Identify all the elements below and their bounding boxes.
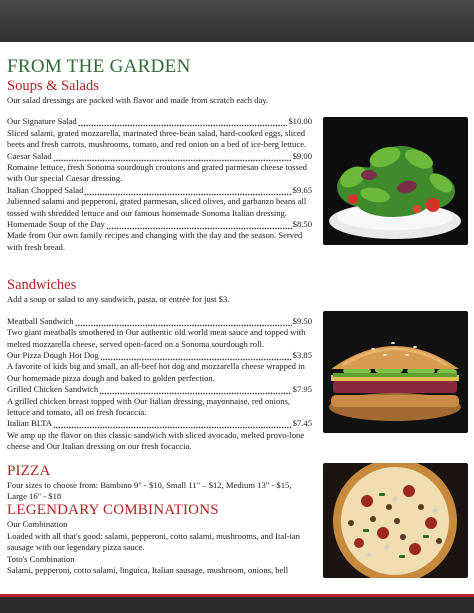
menu-item-name-row: Homemade Soup of the Day $8.50 [7, 219, 312, 230]
sandwich-photo [323, 311, 468, 433]
combo-name: Our Combination [7, 519, 68, 530]
menu-item-name-row: Italian Chopped Salad $9.65 [7, 184, 312, 195]
price: $3.85 [292, 349, 312, 360]
bottom-footer-bar [0, 594, 474, 613]
top-header-bar [0, 0, 474, 42]
price: $9.00 [292, 150, 312, 161]
menu-item-name-row: Caesar Salad $9.00 [7, 150, 312, 161]
menu-item-description: Sliced salami, grated mozzarella, marinated three-bean salad, hard-cooked eggs, sliced beets and fresh carrots, mushrooms, tomato, and red onion on a bed of ice-berg lettuce. [7, 127, 307, 150]
page-title: FROM THE GARDEN [7, 56, 191, 77]
soups-intro: Our salad dressings are packed with flavor and made from scratch each day. [7, 95, 269, 105]
combo-name: Toto's Combination [7, 553, 75, 564]
price: $8.50 [292, 219, 312, 230]
price: $10.00 [288, 116, 312, 127]
menu-item-name-row: Meatball Sandwich $9.50 [7, 315, 312, 326]
menu-item-description: Made from Our own family recipes and changing with the day and the season. Served with fresh bread. [7, 230, 303, 252]
menu-item-description: Two giant meatballs smothered in Our authentic old world meat sauce and topped with melted mozzarella cheese, served open-faced on a Sonoma sourdough roll. [7, 327, 306, 349]
sandwiches-intro: Add a soup or salad to any sandwich, pasta, or entrée for just $3. [7, 294, 230, 305]
price: $9.65 [292, 184, 312, 195]
menu-item-description: Romaine lettuce, fresh Sonoma sourdough croutons and grated parmesan cheese tossed with Our special Caesar dressing. [7, 162, 307, 184]
pizza-sizes: Four sizes to choose from: Bambino 9" - $10, Small 11" – $12, Medium 13" - $15, Large 16" - $18 [7, 479, 292, 501]
menu-content [7, 56, 312, 576]
legendary-heading: LEGENDARY COMBINATIONS [7, 502, 219, 519]
pizza-heading: PIZZA [7, 462, 51, 479]
menu-item-name-row: Our Signature Salad $10.00 [7, 116, 312, 127]
menu-item-description: We amp up the flavor on this classic sandwich with sliced avocado, melted provo-lone cheese and Our Italian dressing on our fresh focaccia. [7, 429, 305, 452]
price: $9.50 [292, 315, 312, 326]
pizza-photo [323, 463, 468, 578]
menu-item-name-row: Italian BLTA $7.45 [7, 418, 312, 429]
menu-item-name-row: Grilled Chicken Sandwich $7.95 [7, 384, 312, 395]
menu-item-description: Julienned salami and pepperoni, grated parmesan, sliced olives, and garbanzo beans all tossed with shredded lettuce and our famous homemade Sonoma Italian dressing. [7, 196, 307, 218]
price: $7.95 [292, 384, 312, 395]
sandwiches-heading: Sandwiches [7, 277, 77, 294]
menu-item-description: A grilled chicken breast topped with Our Italian dressing, mayonnaise, red onions, lettuce and tomato, all on fresh focaccia. [7, 395, 291, 417]
menu-item-name-row: Our Pizza Dough Hot Dog $3.85 [7, 349, 312, 360]
combo-description: Salami, pepperoni, cotto salami, linguica, Italian sausage, mushroom, onions, bell [7, 565, 289, 575]
soups-salads-heading: Soups & Salads [7, 78, 99, 94]
menu-item-description: A favorite of kids big and small, an all-beef hot dog and mozzarella cheese wrapped in Our homemade pizza dough and baked to golden perfection. [7, 361, 305, 383]
price: $7.45 [292, 418, 312, 429]
salad-photo [323, 117, 468, 245]
combo-description: Loaded with all that's good: salami, pepperoni, cotto salami, mushrooms, and Ital-ian sausage with our legendary pizza sauce. [7, 530, 300, 553]
